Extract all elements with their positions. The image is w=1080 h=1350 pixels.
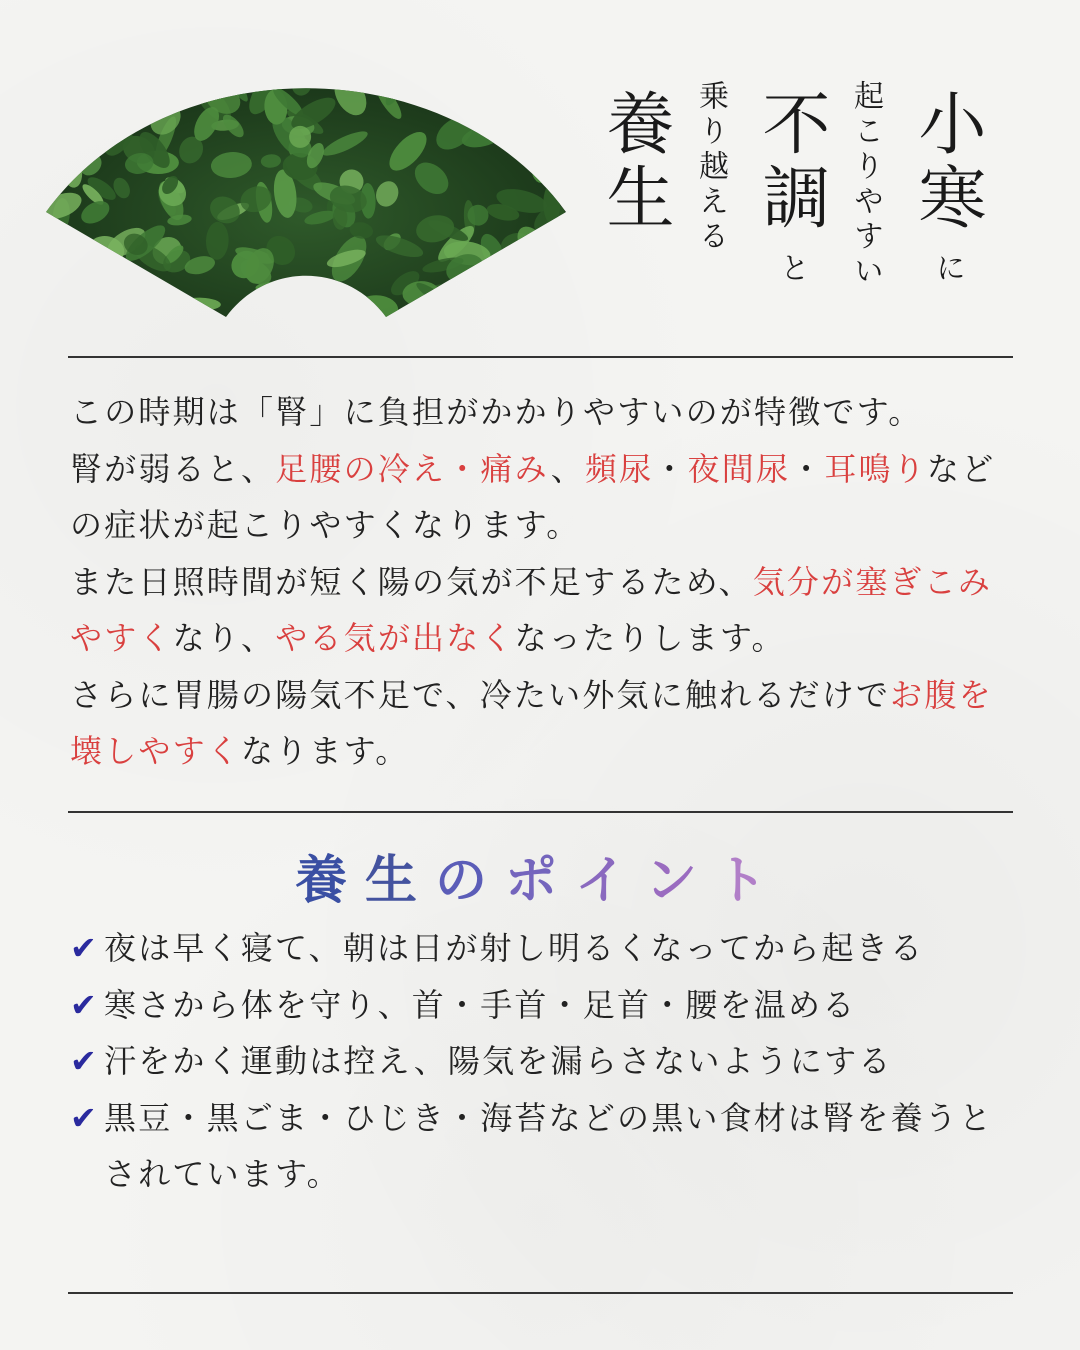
point-text: 汗をかく運動は控え、陽気を漏らさないようにする (104, 1042, 893, 1080)
intro-seg-c: ・ (653, 449, 688, 488)
leaf-shape (524, 62, 557, 79)
leaf-shape (509, 291, 540, 317)
leaf-shape (114, 62, 151, 89)
intro-seg-b: 、 (550, 449, 585, 488)
leaf-shape (542, 62, 566, 79)
title-particle-ni: に (930, 252, 965, 287)
leaf-shape (46, 288, 70, 317)
title-main-2: 不調 (751, 88, 830, 236)
leaf-shape (441, 301, 470, 317)
intro-seg-h: なり、 (172, 619, 276, 657)
leaf-shape (72, 80, 100, 99)
leaf-shape (236, 62, 262, 83)
leaf-shape (167, 77, 181, 108)
check-icon: ✔ (70, 1098, 100, 1137)
leaf-shape (528, 115, 566, 136)
leaf-shape (487, 293, 519, 317)
leaf-shape (46, 154, 58, 199)
point-text: 寒さから体を守り、首・手首・足首・腰を温める (104, 985, 857, 1024)
leaf-shape (46, 261, 78, 288)
leaf-shape (462, 75, 480, 106)
leaf-shape (47, 282, 96, 317)
symptom-frequent-urination: 頻尿 (584, 449, 654, 488)
intro-seg-f: の症状が起こりやすくなります。 (70, 506, 581, 544)
heading-char: の (434, 850, 505, 911)
intro-seg-g: また日照時間が短く陽の気が不足するため、 (70, 562, 753, 601)
leaf-shape (81, 70, 115, 98)
check-icon: ✔ (70, 1042, 100, 1080)
leaf-shape (462, 91, 497, 126)
symptom-low-motivation: やる気が出なく (275, 619, 515, 657)
leaf-shape (84, 84, 105, 108)
point-item (70, 1033, 1015, 1090)
leaf-shape (84, 271, 115, 317)
leaf-shape (64, 252, 105, 264)
intro-seg-k: なります。 (241, 732, 410, 770)
title-particle-to: と (774, 252, 809, 287)
symptom-tinnitus: 耳鳴り (824, 449, 927, 488)
leaf-shape (247, 288, 290, 317)
point-item (70, 920, 1015, 977)
leaf-shape (255, 284, 283, 310)
leaf-shape (110, 99, 137, 115)
intro-seg-i: なったりします。 (514, 619, 786, 657)
leaf-shape (46, 274, 72, 303)
symptom-legs-cold: 足腰の冷え・痛み (275, 449, 551, 488)
leaf-shape (46, 88, 76, 128)
leaf-shape (488, 286, 526, 317)
leaf-shape (307, 290, 335, 315)
leaf-shape (521, 85, 551, 116)
title-sub-1: 起こりやすい (848, 80, 883, 290)
point-text: 黒豆・黒ごま・ひじき・海苔などの黒い食材は腎を養うとされています。 (104, 1098, 994, 1193)
leaf-shape (137, 72, 175, 120)
leaf-shape (46, 102, 68, 126)
leaf-shape (483, 108, 517, 131)
title-main-3: 養生 (595, 88, 674, 236)
leaf-shape (540, 281, 566, 311)
heading-char: 養 (294, 850, 365, 911)
points-list (70, 920, 1015, 1203)
leaf-shape (522, 252, 566, 280)
leaf-shape (537, 62, 560, 81)
intro-seg-j: さらに胃腸の陽気不足で、冷たい外気に触れるだけで (70, 675, 891, 714)
divider-top (68, 356, 1013, 358)
leaf-shape (46, 69, 71, 103)
leaf-shape (101, 68, 130, 117)
point-item (70, 977, 1015, 1034)
heading-char: 生 (364, 850, 435, 911)
points-heading (0, 838, 1080, 913)
leaf-shape (95, 104, 117, 131)
intro-seg-a: 腎が弱ると、 (70, 449, 276, 488)
intro-line-1: この時期は「腎」に負担がかかりやすいのが特徴です。 (70, 393, 923, 431)
leaf-shape (308, 62, 356, 81)
divider-bottom (68, 1292, 1013, 1294)
leaf-shape (101, 95, 114, 126)
leaf-shape (505, 62, 536, 85)
heading-char: ポ (504, 850, 575, 911)
leaf-shape (416, 81, 450, 111)
leaf-shape (405, 67, 445, 109)
symptom-stomach-upset: お腹を壊しやすく (70, 675, 993, 770)
intro-paragraph (70, 384, 1015, 780)
leaf-shape (446, 279, 465, 317)
leaf-shape (337, 72, 366, 87)
title-main-1: 小寒 (907, 88, 986, 236)
leaves-fan-image (46, 62, 566, 317)
check-icon: ✔ (70, 929, 100, 967)
leaf-shape (212, 62, 243, 83)
check-icon: ✔ (70, 985, 100, 1024)
symptom-night-urination: 夜間尿 (687, 449, 791, 488)
leaf-shape (94, 260, 138, 300)
title-sub-2: 乗り越える (693, 80, 728, 255)
divider-middle (68, 811, 1013, 813)
symptom-depressed-mood: 気分が塞ぎこみやすく (70, 562, 993, 657)
leaf-shape (242, 62, 285, 81)
intro-seg-e: など (926, 449, 996, 488)
point-item (70, 1090, 1015, 1203)
leaf-shape (121, 62, 146, 82)
leaf-shape (76, 259, 101, 287)
leaf-shape (500, 62, 539, 78)
heading-char: ン (645, 850, 716, 911)
leaf-shape (46, 255, 77, 293)
point-text: 夜は早く寝て、朝は日が射し明るくなってから起きる (104, 929, 925, 967)
heading-char: ト (715, 850, 786, 911)
leaf-shape (71, 281, 104, 315)
heading-char: イ (575, 850, 646, 911)
leaf-shape (466, 304, 492, 317)
leaf-shape (260, 287, 309, 317)
leaf-shape (520, 254, 545, 303)
leaf-shape (68, 103, 98, 134)
intro-seg-d: ・ (790, 449, 825, 488)
